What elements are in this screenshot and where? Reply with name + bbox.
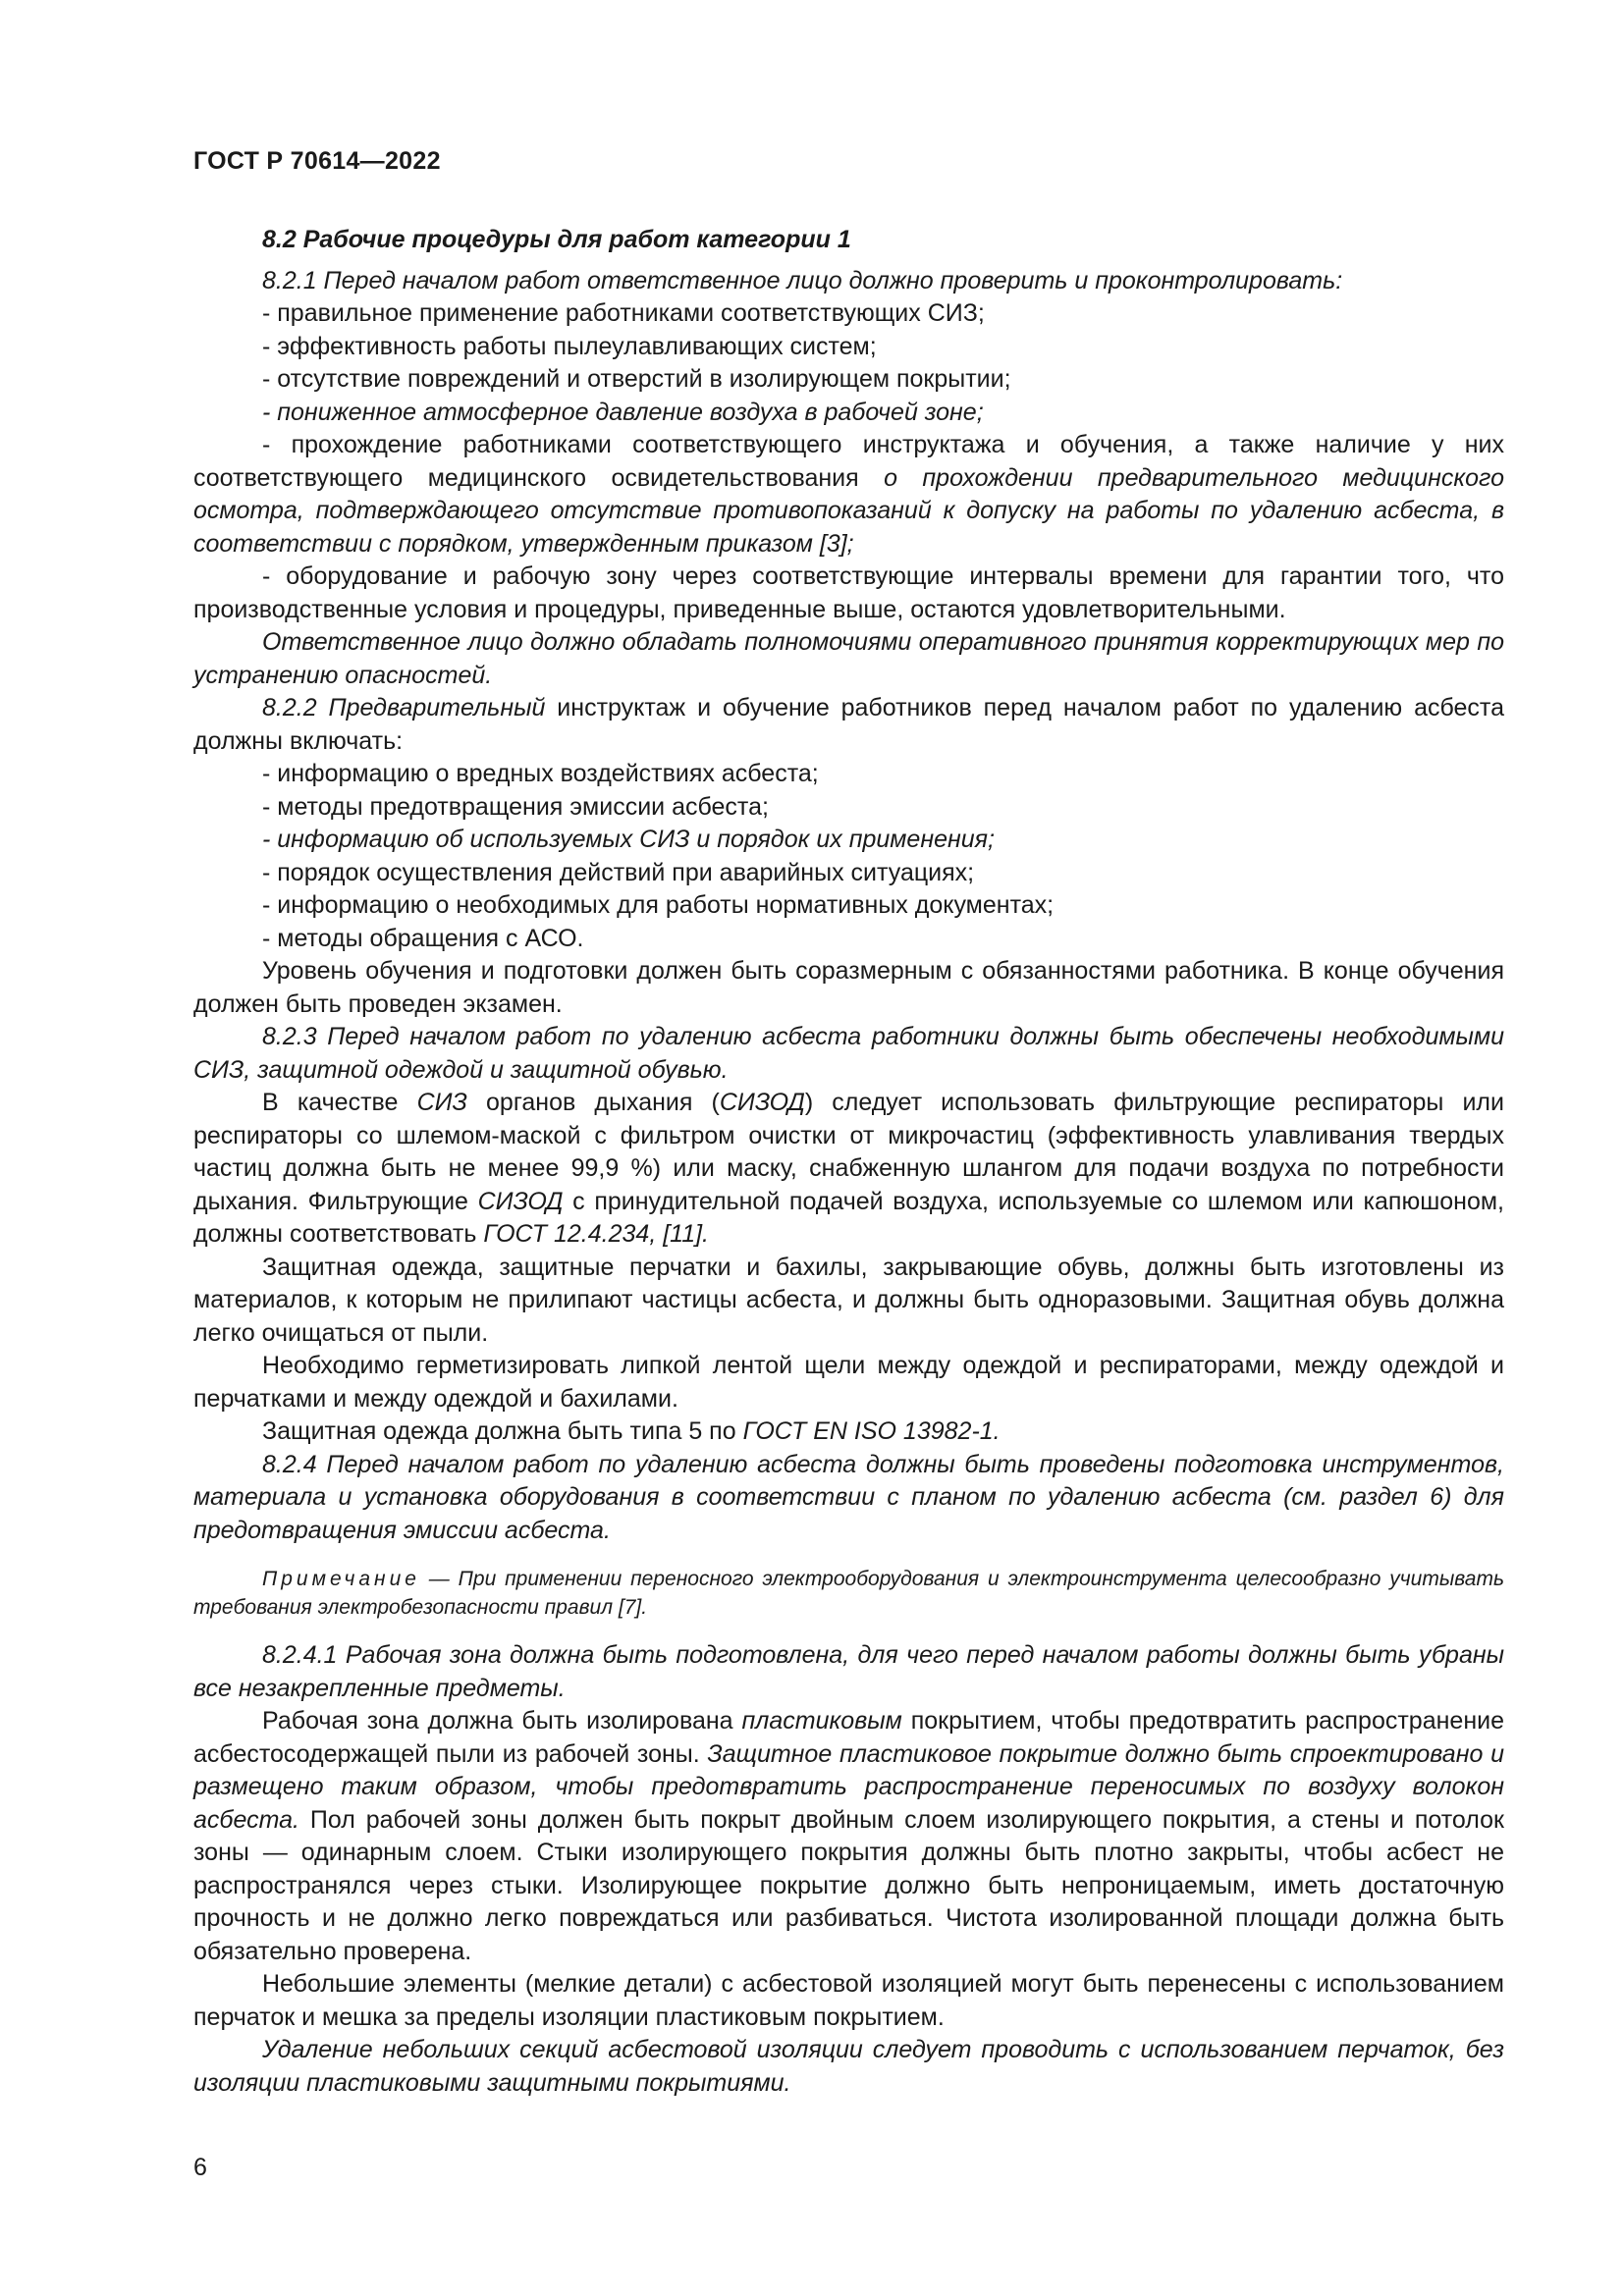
- list-item: - информацию об используемых СИЗ и порядок их применения;: [262, 826, 995, 853]
- list-item: - эффективность работы пылеулавливающих систем;: [262, 332, 877, 360]
- section-title: 8.2 Рабочие процедуры для работ категории 1: [262, 226, 851, 253]
- paragraph-removal: Удаление небольших секций асбестовой изоляции следует проводить с использованием перчаток, без изоляции пластиковыми защитными покрытиями.: [193, 2036, 1504, 2097]
- text-run-italic: СИЗОД: [719, 1089, 805, 1116]
- text-run: органов дыхания (: [466, 1089, 720, 1116]
- text-run-italic: ГОСТ 12.4.234, [11].: [483, 1220, 709, 1248]
- clause-8-2-2: [193, 692, 1504, 758]
- paragraph-training-level: Уровень обучения и подготовки должен быть соразмерным с обязанностями работника. В конце обучения должен быть проведен экзамен.: [193, 957, 1504, 1018]
- list-item-training: [193, 429, 1504, 561]
- text-run-italic: СИЗ: [416, 1089, 467, 1116]
- text-run: Пол рабочей зоны должен быть покрыт двойным слоем изолирующего покрытия, а стены и потолок зоны — одинарным слоем. Стыки изолирующего покрытия должны быть плотно закрыты, чтобы асбест не распространялся через стыки. Изолирующее покрытие должно быть непроницаемым, иметь достаточную прочность и не должно легко повреждаться или разбиваться. Чистота изолированной площади должна быть обязательно проверена.: [193, 1805, 1504, 1965]
- paragraph-seal: Необходимо герметизировать липкой лентой щели между одеждой и респираторами, между одеждой и перчатками и между одеждой и бахилами.: [193, 1352, 1504, 1413]
- clause-8-2-4-1: 8.2.4.1 Рабочая зона должна быть подготовлена, для чего перед началом работы должны быть убраны все незакрепленные предметы.: [193, 1641, 1504, 1702]
- list-item: - пониженное атмосферное давление воздуха в рабочей зоне;: [262, 398, 984, 426]
- list-item: - методы обращения с АСО.: [262, 924, 584, 952]
- text-run-italic: Защитное пластиковое покрытие должно быть спроектировано и размещено таким образом, чтобы предотвратить распространение переносимых по воздуху волокон асбеста.: [193, 1739, 1504, 1834]
- list-item: - правильное применение работниками соответствующих СИЗ;: [262, 299, 985, 327]
- text-run-italic: 8.2.2 Предварительный: [262, 694, 546, 721]
- text-run-italic: о прохождении предварительного медицинского осмотра, подтверждающего отсутствие противопоказаний к допуску на работы по удалению асбеста, в соответствии с порядком, утвержденным приказом [3];: [193, 463, 1504, 558]
- text-run: ) следует использовать фильтрующие респираторы или респираторы со шлемом-маской с фильтром очистки от микрочастиц (эффективность улавливания твердых частиц должна быть не менее 99,9 %) или маску, снабженную шлангом для подачи воздуха по потребности дыхания. Фильтрующие: [193, 1089, 1504, 1215]
- paragraph-responsible: Ответственное лицо должно обладать полномочиями оперативного принятия корректирующих мер по устранению опасностей.: [193, 628, 1504, 689]
- text-run-italic: пластиковым: [741, 1707, 902, 1735]
- paragraph-respirators: [193, 1087, 1504, 1252]
- list-item: - отсутствие повреждений и отверстий в изолирующем покрытии;: [262, 365, 1011, 393]
- text-run: Защитная одежда должна быть типа 5 по: [262, 1417, 743, 1445]
- note: [193, 1565, 1504, 1622]
- clause-8-2-3: 8.2.3 Перед началом работ по удалению асбеста работники должны быть обеспечены необходимыми СИЗ, защитной одеждой и защитной обувью.: [193, 1023, 1504, 1084]
- text-run: Рабочая зона должна быть изолирована: [262, 1707, 742, 1735]
- list-item: - методы предотвращения эмиссии асбеста;: [262, 792, 769, 821]
- text-run: - прохождение работниками соответствующего инструктажа и обучения, а также наличие у них соответствующего медицинского освидетельствования: [193, 431, 1504, 492]
- document-body: [193, 224, 1504, 2100]
- list-item: - порядок осуществления действий при аварийных ситуациях;: [262, 858, 975, 886]
- text-run-italic: ГОСТ EN ISO 13982-1.: [742, 1417, 1001, 1445]
- text-run: покрытием, чтобы предотвратить распространение асбестосодержащей пыли из рабочей зоны.: [193, 1707, 1504, 1768]
- note-text: — При применении переносного электрооборудования и электроинструмента целесообразно учитывать требования электробезопасности правил [7].: [193, 1568, 1504, 1619]
- standard-code-header: ГОСТ Р 70614—2022: [193, 147, 441, 175]
- page-number: 6: [193, 2154, 207, 2181]
- text-run: инструктаж и обучение работников перед началом работ по удалению асбеста должны включать:: [193, 694, 1504, 755]
- clause-8-2-1: 8.2.1 Перед началом работ ответственное лицо должно проверить и проконтролировать:: [262, 266, 1343, 294]
- paragraph-clothing-type: [193, 1415, 1504, 1449]
- list-item-equipment: - оборудование и рабочую зону через соответствующие интервалы времени для гарантии того, что производственные условия и процедуры, приведенные выше, остаются удовлетворительными.: [193, 562, 1504, 623]
- text-run-italic: СИЗОД: [477, 1187, 564, 1215]
- list-item: - информацию о необходимых для работы нормативных документах;: [262, 891, 1055, 919]
- note-label: Примечание: [262, 1568, 420, 1590]
- text-run: В качестве: [262, 1089, 417, 1116]
- paragraph-small-elements: Небольшие элементы (мелкие детали) с асбестовой изоляцией могут быть перенесены с использованием перчаток и мешка за пределы изоляции пластиковым покрытием.: [193, 1970, 1504, 2031]
- paragraph-clothing: Защитная одежда, защитные перчатки и бахилы, закрывающие обувь, должны быть изготовлены из материалов, к которым не прилипают частицы асбеста, и должны быть одноразовыми. Защитная обувь должна легко очищаться от пыли.: [193, 1253, 1504, 1347]
- paragraph-isolation: [193, 1705, 1504, 1968]
- clause-8-2-4: 8.2.4 Перед началом работ по удалению асбеста должны быть проведены подготовка инструментов, материала и установка оборудования в соответствии с планом по удалению асбеста (см. раздел 6) для предотвращения эмиссии асбеста.: [193, 1450, 1504, 1544]
- list-item: - информацию о вредных воздействиях асбеста;: [262, 760, 819, 787]
- text-run: с принудительной подачей воздуха, используемые со шлемом или капюшоном, должны соответствовать: [193, 1187, 1505, 1248]
